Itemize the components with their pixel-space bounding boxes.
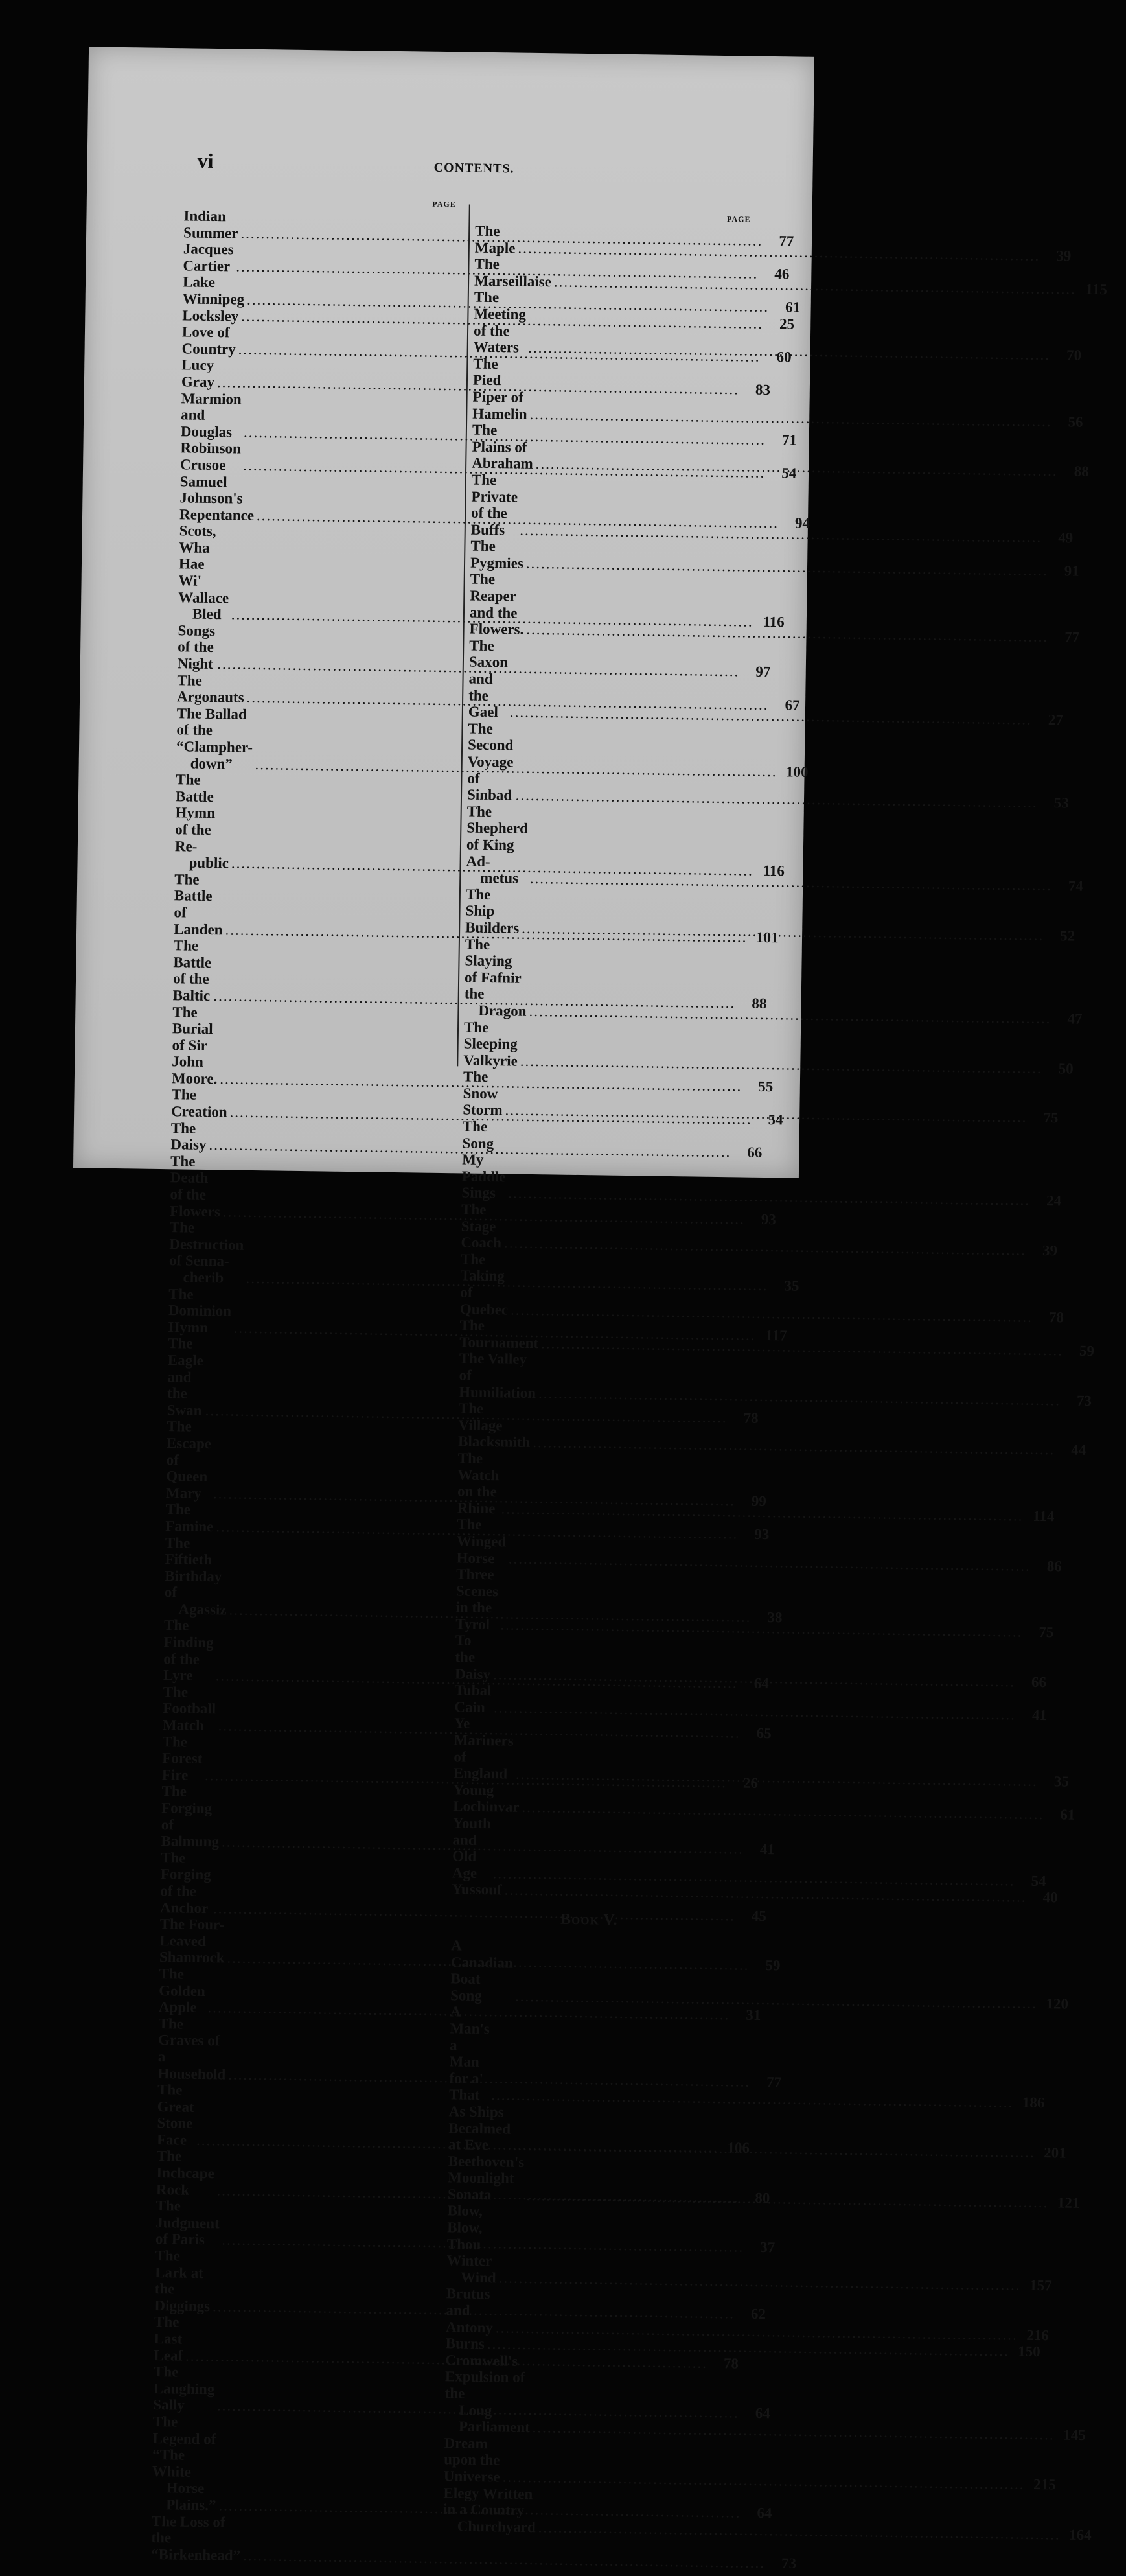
entry-title-text: The Battle of Landen — [173, 870, 223, 938]
entry-title — [444, 2352, 531, 2436]
entry-page-number: 55 — [758, 1078, 774, 1095]
entry-page-number: 91 — [1064, 563, 1079, 579]
entry-page-number: 164 — [1069, 2526, 1092, 2543]
entry-title — [170, 1153, 221, 1220]
entry-title — [465, 886, 520, 936]
entry-page-number: 66 — [747, 1144, 763, 1161]
entry-title-text: Robinson Crusoe — [179, 439, 245, 474]
entry-page-number: 39 — [1056, 247, 1072, 264]
entry-title — [179, 473, 255, 524]
entry-title-continuation: Churchyard — [457, 2518, 536, 2536]
entry-title-text: Dream upon the Universe — [443, 2435, 504, 2485]
entry-title — [448, 2003, 494, 2104]
entry-page-number: 56 — [1068, 413, 1083, 430]
entry-page-number: 27 — [1048, 712, 1064, 728]
entry-title-text: The Valley of Humiliation — [459, 1350, 536, 1401]
entry-page-number: 77 — [766, 2073, 782, 2090]
entry-page-number: 39 — [1042, 1242, 1058, 1259]
entry-title-text: The Last Leaf — [154, 2314, 187, 2364]
entry-title-text: To the Daisy — [454, 1632, 491, 1682]
entry-title — [171, 1087, 227, 1120]
entry-title — [470, 471, 522, 538]
entry-title — [459, 1317, 539, 1352]
entry-title-text: The Football Match — [162, 1683, 220, 1734]
entry-title — [448, 2103, 515, 2153]
entry-title — [156, 2082, 198, 2148]
entry-title — [170, 1120, 207, 1154]
entry-page-number: 37 — [760, 2239, 776, 2256]
entry-title-text: The Reaper and the Flowers. — [469, 571, 524, 638]
entry-title-continuation: down” — [190, 755, 233, 772]
entry-title — [463, 1069, 503, 1119]
entry-title-text: The Ship Builders — [465, 886, 520, 936]
entry-title-text: The Watch on the Rhine — [457, 1450, 503, 1516]
entry-page-number: 215 — [1033, 2476, 1056, 2493]
entry-title-text: The Loss of the “Birkenhead” — [150, 2512, 241, 2564]
entry-title — [472, 422, 534, 472]
entry-page-number: 75 — [1039, 1623, 1054, 1641]
entry-title-text: Young Lochinvar — [453, 1781, 520, 1816]
entry-title — [174, 771, 230, 872]
entry-page-number: 25 — [779, 315, 795, 332]
entry-title-text: As Ships Becalmed at Eve — [448, 2103, 515, 2153]
entry-title-text: The Pied Piper of Hamelin — [472, 355, 527, 423]
entry-page-number: 150 — [1018, 2343, 1040, 2360]
entry-title-text: Jacques Cartier — [183, 240, 238, 275]
entry-title — [161, 1733, 207, 1784]
entry-title-text: The Escape of Queen Mary — [165, 1418, 215, 1502]
entry-title — [165, 1418, 215, 1502]
entry-title-text: The Eagle and the Swan — [167, 1335, 207, 1419]
entry-title-continuation: Bled — [192, 605, 222, 623]
entry-title — [172, 1004, 218, 1087]
entry-title-continuation: Horse Plains.” — [166, 2479, 216, 2514]
entry-title-text: Marmion and Douglas — [180, 389, 246, 441]
entry-title-text: The Burial of Sir John Moore. — [171, 1003, 218, 1087]
entry-title — [468, 637, 512, 721]
entry-title — [180, 389, 246, 441]
entry-title-text: Yussouf — [452, 1881, 502, 1898]
entry-title — [472, 355, 528, 423]
entry-page-number: 61 — [1060, 1806, 1075, 1824]
entry-page-number: 93 — [761, 1211, 777, 1227]
entry-title — [453, 1715, 518, 1783]
entry-page-number: 52 — [1060, 927, 1075, 944]
entry-page-number: 26 — [742, 1774, 759, 1791]
contents-entry — [463, 1018, 1074, 1077]
entry-title-text: The Saxon and the Gael — [468, 637, 512, 721]
entry-title-text: The Destruction of Senna- — [168, 1219, 248, 1270]
entry-page-number: 78 — [1048, 1308, 1064, 1326]
entry-title-text: The Four-Leaved Shamrock — [159, 1916, 225, 1966]
entry-title-text: The Great Stone Face — [156, 2082, 198, 2148]
entry-title-text: The Judgment of Paris — [155, 2198, 224, 2248]
entry-page-number: 62 — [750, 2305, 766, 2323]
entry-title-continuation: Agassiz — [178, 1601, 227, 1618]
entry-title — [443, 2485, 536, 2536]
entry-title — [167, 1335, 207, 1419]
entry-page-number: 77 — [1064, 629, 1080, 645]
entry-title — [159, 1849, 215, 1916]
entry-title — [177, 672, 244, 706]
entry-page-number: 201 — [1044, 2144, 1066, 2161]
entry-title-text: Three Scenes in the Tyrol — [455, 1566, 503, 1633]
entry-title — [157, 2015, 226, 2083]
entry-page-number: 157 — [1029, 2277, 1052, 2294]
entry-title-text: The Shepherd of King Ad- — [466, 803, 532, 870]
entry-page-number: 120 — [1046, 1995, 1069, 2012]
entry-title-text: A Canadian Boat Song — [450, 1937, 517, 2004]
entry-title-text: Elegy Written in a Country — [442, 2484, 537, 2519]
entry-title-text: The Snow Storm — [463, 1068, 503, 1119]
entry-title — [168, 1219, 248, 1286]
entry-title-continuation: Dragon — [478, 1002, 527, 1019]
entry-title-text: The Dominion Hymn — [168, 1285, 235, 1336]
entry-page-number: 74 — [1068, 877, 1083, 894]
entry-page-number: 65 — [756, 1724, 772, 1742]
entry-title-text: Youth and Old Age — [452, 1815, 495, 1881]
entry-title — [176, 705, 253, 772]
entry-page-number: 75 — [1043, 1109, 1059, 1126]
entry-page-number: 45 — [751, 1907, 767, 1924]
entry-title — [446, 2286, 494, 2336]
entry-title — [452, 1815, 495, 1881]
entry-title — [474, 256, 551, 290]
entry-page-number: 80 — [755, 2189, 770, 2206]
entry-title-text: Tubal Cain — [454, 1682, 496, 1715]
entry-title-text: The Village Blacksmith — [457, 1400, 531, 1451]
entry-title — [446, 2203, 497, 2286]
entry-page-number: 47 — [1067, 1010, 1083, 1027]
entry-title-continuation: metus — [480, 869, 519, 887]
entry-page-number: 114 — [1033, 1507, 1055, 1525]
entry-page-number: 145 — [1063, 2426, 1086, 2444]
leader-dots — [538, 2519, 1061, 2543]
entry-page-number: 94 — [794, 515, 810, 531]
entry-title-text: Ye Mariners of England — [453, 1715, 518, 1782]
entry-page-number: 186 — [1022, 2094, 1045, 2111]
entry-title-text: The Song My Paddle Sings — [461, 1118, 510, 1201]
entry-title — [466, 803, 532, 887]
entry-title-text: The Winged Horse — [456, 1516, 511, 1566]
entry-title-text: Love of Country — [181, 323, 236, 358]
entry-title-text: The Forging of the Anchor — [159, 1849, 215, 1916]
entry-title-text: The Inchcape Rock — [155, 2148, 218, 2198]
entry-title-text: Songs of the Night — [177, 622, 220, 673]
entry-title — [455, 1632, 491, 1683]
entry-title — [183, 240, 238, 275]
entry-title — [470, 538, 523, 572]
entry-title — [460, 1251, 509, 1317]
entry-title-text: The Second Voyage of Sinbad — [466, 720, 518, 804]
entry-title — [151, 2513, 241, 2564]
entry-title-text: The Death of the Flowers — [169, 1153, 221, 1220]
entry-title — [159, 1916, 225, 1966]
entry-title — [454, 1682, 496, 1716]
entry-title — [450, 1937, 517, 2004]
entry-title-text: The Lark at the Diggings — [154, 2247, 211, 2315]
entry-page-number: 73 — [781, 2555, 797, 2571]
entry-page-number: 97 — [755, 663, 771, 680]
entry-title-text: The Tournament — [459, 1317, 539, 1351]
entry-page-number: 88 — [1074, 463, 1089, 480]
entry-title-text: Scots, Wha Hae Wi' Wallace — [178, 522, 229, 607]
entry-page-number: 60 — [776, 348, 792, 366]
entry-title — [182, 307, 238, 325]
entry-page-number: 73 — [1076, 1392, 1092, 1409]
entry-title — [161, 1783, 220, 1851]
book-page — [73, 47, 1108, 2571]
entry-page-number: 41 — [1031, 1706, 1048, 1724]
entry-title-text: Cromwell's Expulsion of the — [444, 2352, 529, 2402]
entry-title — [178, 523, 230, 623]
entry-page-number: 101 — [755, 929, 779, 946]
entry-page-number: 35 — [1053, 1773, 1070, 1790]
entry-title-text: The Maple — [474, 222, 516, 257]
entry-title-text: Lake Winnipeg — [182, 273, 245, 308]
entry-title-continuation: cherib — [183, 1269, 224, 1286]
entry-title-text: The Forging of Balmung — [161, 1783, 220, 1850]
contents-entry — [181, 323, 792, 366]
entry-page-number: 93 — [754, 1526, 770, 1543]
entry-title — [153, 2363, 219, 2414]
entry-title — [463, 1018, 522, 1069]
entry-title-text: Indian Summer — [183, 207, 238, 242]
book-heading: Book V. — [560, 1910, 618, 1929]
entry-page-number: 38 — [767, 1609, 783, 1626]
leader-dots — [243, 2547, 765, 2571]
entry-page-number: 64 — [757, 2504, 772, 2522]
entry-page-number: 40 — [1042, 1889, 1058, 1906]
entry-title — [179, 439, 245, 474]
entry-title-text: Beethoven's Moonlight Sonata — [447, 2153, 529, 2203]
entry-title-text: The Ballad of the “Clampher- — [176, 705, 253, 756]
entry-title — [183, 207, 238, 241]
entry-title-text: The Sleeping Valkyrie — [463, 1018, 522, 1069]
entry-title-text: The Private of the Buffs — [470, 471, 522, 538]
entry-title — [458, 1400, 531, 1451]
entry-title — [469, 571, 524, 638]
entry-page-number: 216 — [1026, 2327, 1050, 2343]
entry-title-continuation: Long Parliament — [458, 2402, 530, 2436]
entry-page-number: 64 — [753, 1675, 769, 1692]
entry-page-number: 71 — [781, 431, 798, 448]
entry-page-number: 117 — [765, 1327, 787, 1344]
entry-title-text: The Stage Coach — [461, 1201, 502, 1251]
entry-title — [461, 1201, 502, 1252]
entry-title — [464, 936, 527, 1019]
entry-page-number: 70 — [1066, 347, 1082, 364]
contents-entry — [452, 1881, 1058, 1906]
entry-title-text: Lucy Gray — [181, 356, 218, 390]
entry-title — [181, 356, 218, 391]
entry-page-number: 54 — [781, 465, 797, 482]
contents-entry — [443, 2435, 1056, 2493]
entry-title — [452, 1881, 502, 1899]
entry-page-number: 78 — [743, 1410, 759, 1426]
entry-title — [475, 223, 516, 257]
page-column-label: PAGE — [432, 199, 456, 209]
entry-title-text: Locksley — [182, 307, 239, 325]
entry-page-number: 41 — [759, 1841, 776, 1858]
entry-title-text: The Fiftieth Birthday of — [164, 1534, 226, 1601]
entry-title-text: The Argonauts — [176, 671, 244, 706]
entry-page-number: 116 — [763, 614, 785, 631]
entry-title — [155, 2198, 224, 2248]
entry-page-number: 99 — [751, 1492, 767, 1509]
entry-title-text: The Famine — [165, 1501, 214, 1535]
entry-title-text: The Pygmies — [470, 537, 524, 572]
entry-page-number: 66 — [1031, 1673, 1047, 1690]
entry-title-text: The Creation — [171, 1086, 227, 1120]
entry-page-number: 61 — [785, 299, 801, 316]
entry-title-text: Blow, Blow, Thou Winter — [446, 2202, 492, 2269]
entry-page-number: 54 — [768, 1111, 783, 1128]
entry-title — [174, 871, 224, 938]
entry-page-number: 78 — [723, 2354, 739, 2372]
entry-title-text: The Laughing Sally — [153, 2363, 219, 2414]
entry-title — [459, 1351, 536, 1401]
entry-page-number: 44 — [1071, 1441, 1086, 1459]
entry-title — [183, 274, 245, 308]
entry-title — [158, 1966, 209, 2016]
entry-page-number: 106 — [727, 2139, 750, 2156]
entry-page-number: 115 — [1085, 281, 1108, 298]
contents-entry — [459, 1350, 1092, 1409]
entry-title — [154, 2247, 211, 2315]
entry-title — [473, 288, 530, 356]
entry-title — [466, 720, 518, 804]
entry-page-number: 121 — [1057, 2194, 1080, 2211]
entry-title-text: Brutus and Antony — [445, 2285, 494, 2336]
entry-title — [163, 1617, 218, 1684]
page-folio: vi — [197, 148, 214, 172]
entry-title-text: A Man's a Man for a' That — [448, 2003, 494, 2104]
entry-title — [162, 1683, 220, 1734]
entry-page-number: 83 — [755, 381, 771, 398]
entry-page-number: 53 — [1053, 795, 1069, 811]
entry-page-number: 100 — [785, 763, 809, 780]
entry-page-number: 35 — [784, 1277, 799, 1294]
entry-title — [168, 1285, 235, 1336]
entry-title-continuation: public — [189, 854, 229, 872]
entry-title-text: The Plains of Abraham — [472, 421, 533, 472]
entry-title — [457, 1450, 503, 1516]
entry-title-continuation: Wind — [460, 2269, 496, 2286]
entry-title-text: The Graves of a Household — [157, 2015, 226, 2083]
entry-page-number: 86 — [1046, 1557, 1062, 1574]
entry-title — [152, 2413, 220, 2514]
entry-title — [165, 1501, 214, 1535]
entry-page-number: 59 — [765, 1957, 781, 1974]
entry-page-number: 88 — [752, 995, 767, 1012]
entry-title — [453, 1781, 520, 1816]
entry-page-number: 49 — [1058, 529, 1074, 546]
entry-page-number: 116 — [763, 863, 785, 879]
entry-page-number: 31 — [746, 2006, 761, 2024]
page-column-label: PAGE — [726, 215, 751, 224]
entry-title-text: The Golden Apple — [158, 1966, 209, 2016]
entry-title-text: The Slaying of Fafnir the — [464, 936, 525, 1003]
entry-title-text: The Forest Fire — [161, 1733, 207, 1783]
entry-title — [181, 323, 236, 357]
entry-title — [177, 622, 220, 673]
entry-title — [172, 937, 216, 1004]
entry-title — [443, 2435, 504, 2485]
entry-title — [446, 2336, 485, 2352]
entry-page-number: 54 — [1031, 1872, 1046, 1889]
entry-page-number: 77 — [779, 232, 794, 249]
entry-title-text: The Finding of the Lyre — [163, 1617, 218, 1684]
entry-title-text: The Daisy — [170, 1119, 207, 1154]
entry-title — [461, 1118, 510, 1202]
entry-page-number: 67 — [785, 697, 800, 714]
entry-title — [155, 2148, 218, 2199]
entry-title — [164, 1535, 227, 1618]
entry-page-number: 50 — [1058, 1060, 1074, 1077]
entry-title-text: The Meeting of the Waters — [473, 288, 530, 356]
entry-title-text: Samuel Johnson's Repentance — [179, 472, 255, 524]
entry-title — [447, 2153, 529, 2203]
entry-title — [455, 1566, 503, 1633]
entry-title-text: Burns — [445, 2335, 485, 2352]
entry-page-number: 46 — [774, 265, 790, 283]
entry-title-text: The Marseillaise — [474, 255, 552, 290]
entry-title-text: The Taking of Quebec — [459, 1251, 509, 1318]
entry-page-number: 64 — [755, 2405, 771, 2422]
entry-title-text: The Legend of “The White — [152, 2413, 220, 2480]
entry-title — [456, 1516, 511, 1567]
running-head: CONTENTS. — [433, 160, 514, 176]
entry-title-text: The Battle of the Baltic — [172, 937, 216, 1004]
entry-page-number: 24 — [1046, 1192, 1062, 1209]
entry-title-text: The Battle Hymn of the Re- — [174, 771, 219, 855]
entry-page-number: 59 — [1079, 1342, 1095, 1359]
entry-title — [154, 2314, 187, 2364]
